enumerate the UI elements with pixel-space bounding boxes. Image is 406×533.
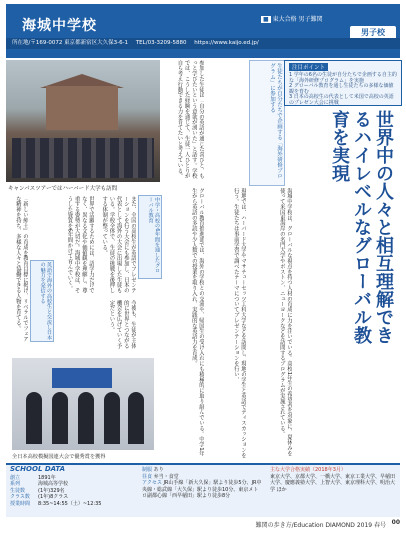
body-column: 現地では、ハーバード大学やマサチューセッツ工科大学などを訪問し、現地の学生と英語でディスカッションを行う。生徒たちは事前学習で調べたテーマについてプレゼンテーションを行い、	[232, 188, 246, 458]
campus-tour-photo	[6, 60, 160, 182]
body-column: また、全国の高校生が英語でプレゼンテーションを行う大会にも参加し、日本の代表として海外の大会に出場した生徒もいる。学校全体で、生徒の挑戦を後押しする体制が整っている。	[101, 196, 136, 294]
point-item: 1 学年の6名の生徒が自分たちで企画する自主的な「海外研修プログラム」を実施	[289, 72, 397, 84]
headline: 世界中の人々と相互理解できるハイレベルなグローバル教育を実現	[329, 110, 394, 344]
student-group	[12, 138, 154, 178]
data-value: あり	[153, 467, 164, 473]
data-key: 系列	[10, 481, 21, 488]
website-link[interactable]: https://www.kaijo.ed.jp/	[194, 40, 259, 46]
photo-caption: キャンパスツアーではハーバード大学も訪問	[8, 186, 118, 192]
data-value: 1891年	[38, 475, 56, 481]
data-value: (1年)329名	[38, 487, 65, 494]
building	[46, 86, 118, 130]
points-title: 注目ポイント	[289, 63, 328, 71]
school-data-basic	[10, 475, 101, 507]
point-item: 3 日本の高校生の代表として米国で高校の英語のプレゼン大会に挑戦	[289, 94, 394, 106]
data-value: 8:35~14:55（土）~12:35	[38, 500, 102, 507]
body-column: 参加した生徒は「自分の英語が通じた喜びと、もっと学びたいという意欲が湧いた」と話す。学校では、こうした経験を通じて、生徒一人ひとりが自ら考え行動できる力を育てたいと考えている。	[176, 60, 204, 179]
address: 所在地/〒169-0072 東京都新宿区大久保3-6-1	[12, 40, 129, 46]
publication-tag	[261, 14, 323, 23]
school-header	[6, 4, 400, 58]
person	[78, 392, 94, 444]
page-footer	[6, 518, 400, 530]
data-key: 昼食	[142, 473, 153, 480]
school-data-access	[142, 467, 262, 500]
data-row	[142, 467, 262, 474]
page-number: 00	[391, 519, 400, 526]
school-data-results	[270, 467, 396, 493]
body-column: 海城中学校は、グローバルな視点を持つ人材の育成に力を注いでいる。高校1年生の希望者を対象に、夏休みを使って米国東海岸の名門大学やボストン、ニューヨークなどを訪問するプログラムが実施されている。	[278, 188, 292, 457]
award-banner	[52, 368, 112, 388]
data-value: 弁当・食堂	[153, 473, 179, 480]
gender-badge: 男子校	[350, 26, 396, 40]
publication-badge: ■	[263, 16, 269, 23]
side-note: 生徒たちが自分たちで企画する「海外研修プログラム」に参加する	[249, 60, 285, 186]
results-title: 主な大学合格実績（2018年3月）	[270, 467, 346, 473]
sub-heading: 英語で海外の高校生と交流し日本の魅力を発信する	[30, 260, 54, 342]
data-value: (1年)8クラス	[38, 494, 69, 501]
points-box	[284, 60, 402, 106]
body-column: 今後も、生徒が主体的に世界とつながる機会を広げていく予定だという。	[108, 300, 136, 349]
results-list: 東京大学、京都大学、一橋大学、東京工業大学、早稲田大学、慶應義塾大学、上智大学、東京理科大学、明治大学 ほか	[270, 473, 396, 493]
data-value: 海城高等学校	[38, 481, 69, 488]
body-column: グローバル教育推進部では、海外の学校との交流や、帰国生の受け入れにも積極的に取り組んでいる。中学1年生から英語の多読や少人数での授業を取り入れ、実践的な英語力を育成。	[190, 188, 204, 457]
sub-heading: 中学・高校の6年間を通したグローバル教育	[138, 195, 162, 279]
telephone: TEL/03-3209-5880	[135, 40, 187, 46]
footer-text: 難関の歩き方/Education DIAMOND 2019 春号	[255, 522, 386, 529]
school-data-panel	[6, 463, 400, 517]
person	[104, 392, 120, 444]
person	[52, 392, 68, 444]
body-column: 世界で活躍するためには、語学力だけでなく、異なる文化や価値観を理解し、尊重する姿勢が大切だ。海城中学校は、そうした資質を6年間かけて育んでいく。	[66, 196, 94, 294]
address-bar	[6, 38, 400, 49]
body-column: 「新しい紳士」の育成を教育目標に掲げ、リベラルでフェアな精神を持ち、多様な人々と協働できる人物を育てる。	[14, 196, 28, 342]
publication-label: 東大合格 男子難関	[272, 16, 323, 23]
school-name: 海城中学校	[22, 18, 97, 34]
award-photo	[12, 358, 154, 450]
data-key: アクセス	[142, 480, 162, 487]
data-value: JR山手線「新大久保」駅より徒歩5分、JR中央線・総武線「大久保」駅より徒歩10分、東京メトロ副都心線「西早稲田」駅より徒歩8分	[142, 480, 262, 500]
photo-caption: 全日本高校模擬国連大会で優秀賞を獲得	[12, 454, 106, 460]
person	[128, 392, 144, 444]
data-key: 制服	[142, 467, 153, 473]
data-key: クラス数	[10, 494, 30, 501]
data-key: 授業時間	[10, 500, 31, 507]
data-row	[10, 501, 101, 507]
person	[26, 392, 42, 444]
school-data-title: SCHOOL DATA	[10, 465, 66, 473]
point-item: 2 グローバル教育を通し生徒たちの多様な価値観を育む	[289, 83, 394, 95]
data-key: 創立	[10, 475, 21, 481]
data-row	[142, 480, 262, 500]
data-key: 生徒数	[10, 487, 26, 494]
